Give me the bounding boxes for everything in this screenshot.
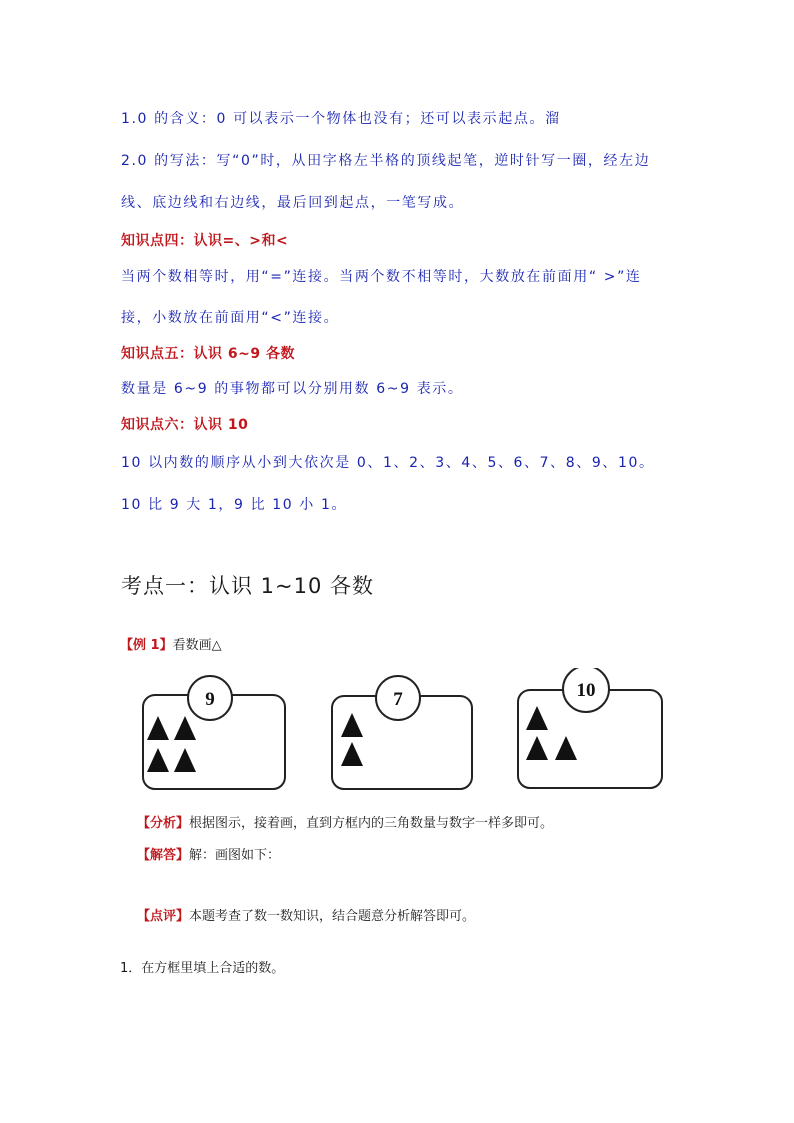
triangle-icon: [341, 713, 363, 737]
analysis-text: 根据图示，接着画，直到方框内的三角数量与数字一样多即可。: [189, 816, 554, 831]
triangle-icon: [174, 748, 196, 772]
question-1: 1．在方框里填上合适的数。: [120, 961, 285, 976]
example-tag: 【例 1】: [120, 638, 173, 653]
section-title: 考点一：认识 1~10 各数: [121, 574, 375, 598]
knowledge-point-4-title: 知识点四：认识=、>和<: [121, 233, 289, 249]
example-figure: [140, 668, 670, 793]
note-six-to-nine: 数量是 6~9 的事物都可以分别用数 6~9 表示。: [121, 381, 464, 397]
knowledge-point-5-title: 知识点五：认识 6~9 各数: [121, 346, 295, 362]
note-writing-zero-1: 2.0 的写法：写“0”时，从田字格左半格的顶线起笔，逆时针写一圈，经左边: [121, 153, 651, 169]
example-text: 看数画△: [172, 638, 222, 653]
knowledge-point-6-title: 知识点六：认识 10: [121, 417, 249, 433]
triangle-icon: [341, 742, 363, 766]
triangle-icon: [174, 716, 196, 740]
note-stray-char: 溜: [545, 111, 561, 127]
answer-text: 解：画图如下：: [189, 848, 281, 863]
analysis-line: [137, 812, 553, 831]
note-writing-zero-2: 线、底边线和右边线，最后回到起点，一笔写成。: [121, 195, 465, 211]
comment-tag: 【点评】: [137, 909, 190, 924]
box-number: 10: [576, 680, 596, 701]
note-compare-1: 当两个数相等时，用“=”连接。当两个数不相等时，大数放在前面用“ >”连: [121, 269, 642, 285]
analysis-tag: 【分析】: [137, 816, 190, 831]
answer-line: [137, 844, 280, 863]
box-number: 7: [393, 689, 403, 710]
box-number: 9: [205, 689, 215, 710]
note-meaning-of-zero: 1.0 的含义：0 可以表示一个物体也没有；还可以表示起点。溜: [121, 111, 561, 127]
triangle-icon: [147, 716, 169, 740]
triangle-icon: [555, 736, 577, 760]
number-box-7: [332, 676, 472, 789]
note-compare-2: 接，小数放在前面用“<”连接。: [121, 310, 340, 326]
triangle-icon: [526, 736, 548, 760]
answer-tag: 【解答】: [137, 848, 190, 863]
number-box-9: [143, 676, 285, 789]
triangle-icon: [147, 748, 169, 772]
number-box-10: [518, 668, 662, 788]
example-1: [120, 634, 222, 653]
comment-text: 本题考查了数一数知识，结合题意分析解答即可。: [189, 909, 476, 924]
comment-line: [137, 905, 475, 924]
triangle-icon: [526, 706, 548, 730]
note-order-to-ten: 10 以内数的顺序从小到大依次是 0、1、2、3、4、5、6、7、8、9、10。: [121, 455, 655, 471]
note-ten-vs-nine: 10 比 9 大 1，9 比 10 小 1。: [121, 497, 348, 513]
